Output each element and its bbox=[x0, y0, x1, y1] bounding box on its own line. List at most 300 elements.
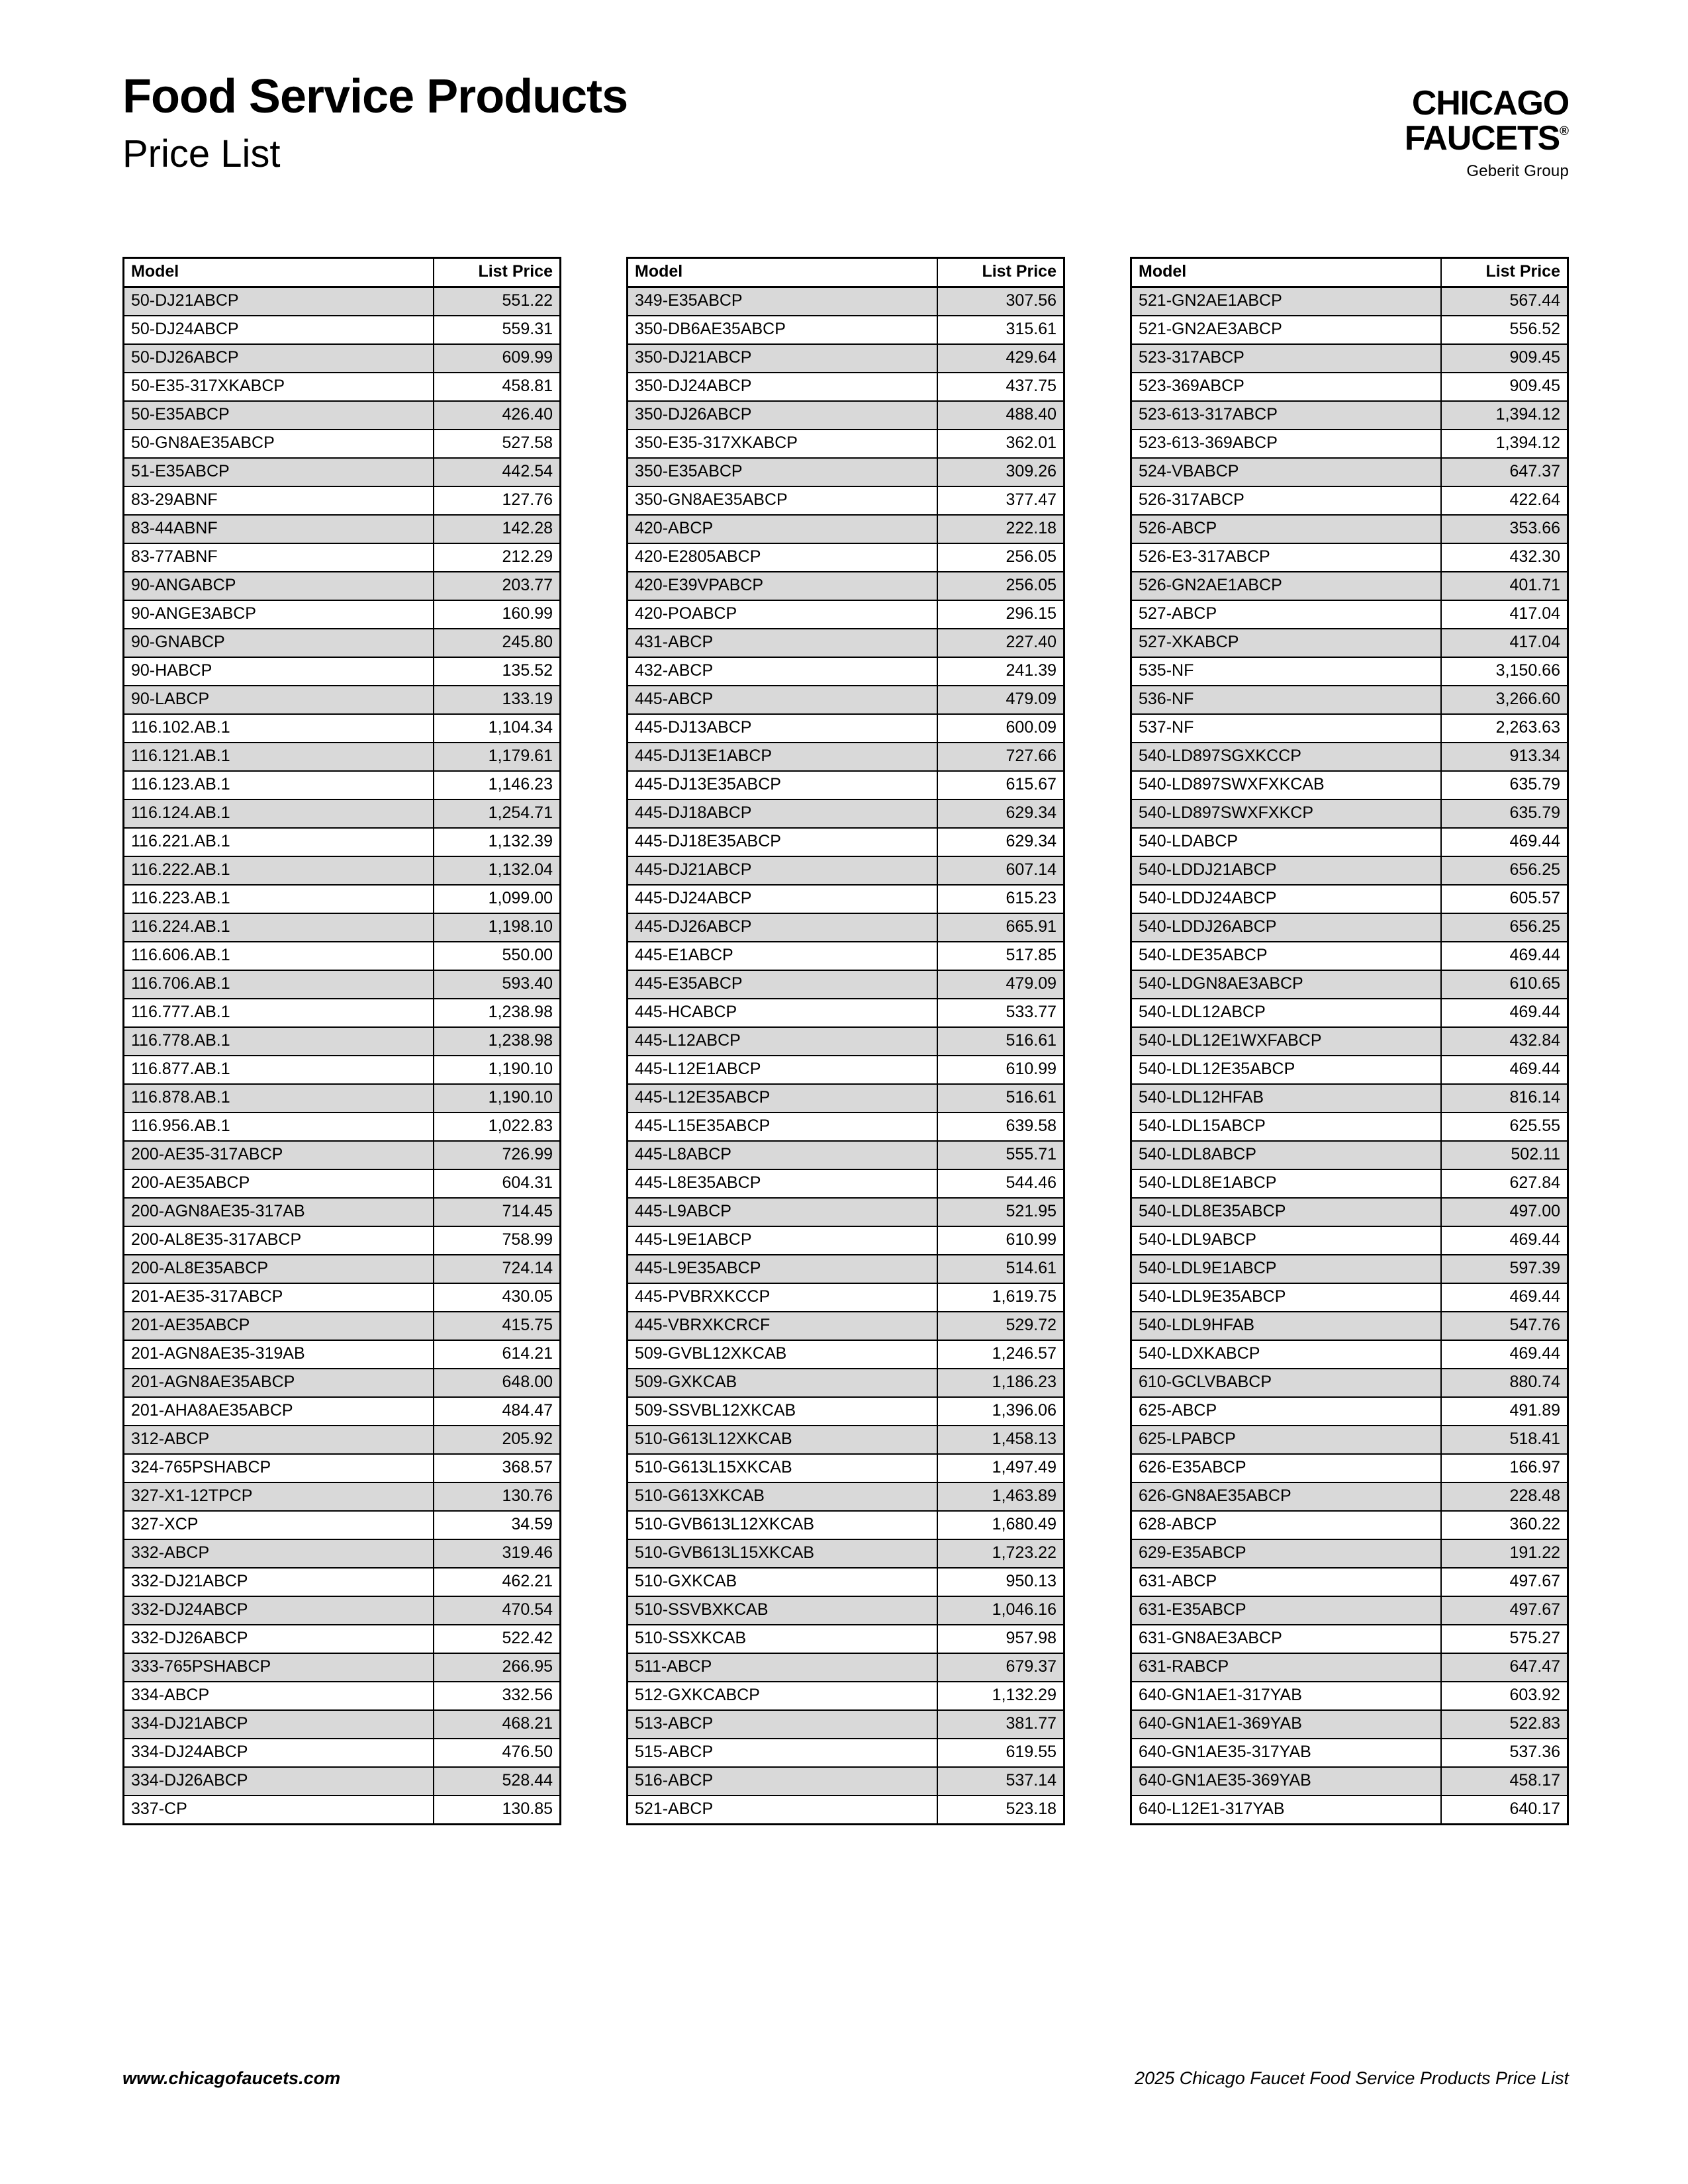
page-subtitle: Price List bbox=[122, 132, 281, 175]
table-row bbox=[628, 942, 1064, 970]
cell-list-price: 256.05 bbox=[937, 543, 1064, 572]
table-header-row bbox=[628, 258, 1064, 287]
cell-list-price: 135.52 bbox=[434, 657, 561, 686]
cell-model: 527-XKABCP bbox=[1131, 629, 1441, 657]
cell-list-price: 603.92 bbox=[1441, 1682, 1568, 1710]
cell-model: 50-E35-317XKABCP bbox=[124, 373, 434, 401]
cell-list-price: 256.05 bbox=[937, 572, 1064, 600]
table-row bbox=[124, 856, 561, 885]
table-row bbox=[1131, 1340, 1568, 1369]
cell-list-price: 1,190.10 bbox=[434, 1056, 561, 1084]
table-row bbox=[628, 1625, 1064, 1653]
cell-list-price: 615.67 bbox=[937, 771, 1064, 799]
cell-model: 350-GN8AE35ABCP bbox=[628, 486, 937, 515]
table-row bbox=[628, 1482, 1064, 1511]
table-row bbox=[124, 458, 561, 486]
cell-model: 420-POABCP bbox=[628, 600, 937, 629]
cell-list-price: 353.66 bbox=[1441, 515, 1568, 543]
cell-list-price: 913.34 bbox=[1441, 743, 1568, 771]
cell-list-price: 429.64 bbox=[937, 344, 1064, 373]
table-row bbox=[124, 1283, 561, 1312]
table-row bbox=[124, 1539, 561, 1568]
chicago-faucets-logo bbox=[1405, 86, 1569, 181]
cell-list-price: 816.14 bbox=[1441, 1084, 1568, 1113]
cell-model: 445-HCABCP bbox=[628, 999, 937, 1027]
table-row bbox=[628, 1682, 1064, 1710]
table-row bbox=[628, 629, 1064, 657]
cell-list-price: 469.44 bbox=[1441, 1226, 1568, 1255]
cell-list-price: 597.39 bbox=[1441, 1255, 1568, 1283]
cell-model: 116.124.AB.1 bbox=[124, 799, 434, 828]
page-footer bbox=[122, 2068, 1569, 2089]
cell-list-price: 458.81 bbox=[434, 373, 561, 401]
table-row bbox=[1131, 1312, 1568, 1340]
cell-model: 629-E35ABCP bbox=[1131, 1539, 1441, 1568]
cell-list-price: 523.18 bbox=[937, 1796, 1064, 1825]
cell-list-price: 522.83 bbox=[1441, 1710, 1568, 1739]
table-row bbox=[628, 657, 1064, 686]
cell-model: 337-CP bbox=[131, 1799, 187, 1818]
cell-model: 350-DJ26ABCP bbox=[628, 401, 937, 430]
cell-list-price: 957.98 bbox=[937, 1625, 1064, 1653]
cell-model: 626-E35ABCP bbox=[1131, 1454, 1441, 1482]
table-row bbox=[628, 458, 1064, 486]
table-row bbox=[628, 1596, 1064, 1625]
cell-model: 327-X1-12TPCP bbox=[124, 1482, 434, 1511]
cell-model: 200-AL8E35ABCP bbox=[124, 1255, 434, 1283]
table-row bbox=[124, 543, 561, 572]
cell-model: 332-DJ24ABCP bbox=[124, 1596, 434, 1625]
cell-model: 640-GN1AE35-369YAB bbox=[1131, 1767, 1441, 1796]
table-row bbox=[628, 1226, 1064, 1255]
table-row bbox=[628, 1113, 1064, 1141]
cell-list-price: 1,463.89 bbox=[937, 1482, 1064, 1511]
cell-list-price: 468.21 bbox=[434, 1710, 561, 1739]
table-row bbox=[1131, 316, 1568, 344]
cell-list-price: 360.22 bbox=[1441, 1511, 1568, 1539]
table-row bbox=[628, 1056, 1064, 1084]
cell-model: 640-L12E1-317YAB bbox=[1139, 1799, 1285, 1818]
cell-list-price: 228.48 bbox=[1441, 1482, 1568, 1511]
cell-list-price: 1,179.61 bbox=[434, 743, 561, 771]
table-body bbox=[124, 287, 561, 1825]
table-row bbox=[1131, 401, 1568, 430]
cell-list-price: 625.55 bbox=[1441, 1113, 1568, 1141]
cell-model: 540-LDL8E1ABCP bbox=[1131, 1169, 1441, 1198]
table-row bbox=[628, 771, 1064, 799]
cell-model: 116.877.AB.1 bbox=[124, 1056, 434, 1084]
cell-list-price: 166.97 bbox=[1441, 1454, 1568, 1482]
table-row bbox=[628, 572, 1064, 600]
cell-model: 420-E2805ABCP bbox=[628, 543, 937, 572]
cell-model: 445-VBRXKCRCF bbox=[628, 1312, 937, 1340]
logo-tagline: Geberit Group bbox=[1466, 162, 1569, 181]
cell-model: 445-DJ24ABCP bbox=[628, 885, 937, 913]
cell-list-price: 1,680.49 bbox=[937, 1511, 1064, 1539]
table-row bbox=[628, 1710, 1064, 1739]
table-row bbox=[124, 686, 561, 714]
cell-list-price: 458.17 bbox=[1441, 1767, 1568, 1796]
table-row bbox=[124, 1198, 561, 1226]
table-row bbox=[628, 1369, 1064, 1397]
table-row bbox=[1131, 799, 1568, 828]
cell-model: 116.606.AB.1 bbox=[124, 942, 434, 970]
cell-model: 445-E35ABCP bbox=[628, 970, 937, 999]
cell-model: 327-XCP bbox=[124, 1511, 434, 1539]
table-row bbox=[1131, 1141, 1568, 1169]
cell-list-price: 401.71 bbox=[1441, 572, 1568, 600]
cell-list-price: 332.56 bbox=[434, 1682, 561, 1710]
table-row bbox=[124, 1454, 561, 1482]
cell-model: 511-ABCP bbox=[628, 1653, 937, 1682]
table-body bbox=[628, 287, 1064, 1825]
cell-model: 640-GN1AE35-317YAB bbox=[1131, 1739, 1441, 1767]
cell-model: 200-AE35ABCP bbox=[124, 1169, 434, 1198]
footer-website-link[interactable]: www.chicagofaucets.com bbox=[122, 2068, 341, 2088]
cell-model: 350-DB6AE35ABCP bbox=[628, 316, 937, 344]
cell-list-price: 377.47 bbox=[937, 486, 1064, 515]
table-row bbox=[628, 1426, 1064, 1454]
cell-model: 445-DJ18E35ABCP bbox=[628, 828, 937, 856]
cell-list-price: 1,619.75 bbox=[937, 1283, 1064, 1312]
table-row bbox=[1131, 1539, 1568, 1568]
table-row bbox=[124, 1596, 561, 1625]
cell-model: 540-LDL8E35ABCP bbox=[1131, 1198, 1441, 1226]
cell-list-price: 909.45 bbox=[1441, 344, 1568, 373]
cell-model: 523-613-369ABCP bbox=[1131, 430, 1441, 458]
cell-model: 445-L12E1ABCP bbox=[628, 1056, 937, 1084]
cell-list-price: 609.99 bbox=[434, 344, 561, 373]
cell-model: 540-LD897SGXKCCP bbox=[1131, 743, 1441, 771]
cell-model: 83-29ABNF bbox=[124, 486, 434, 515]
cell-list-price: 245.80 bbox=[434, 629, 561, 657]
cell-model: 90-ANGABCP bbox=[124, 572, 434, 600]
table-row bbox=[1131, 743, 1568, 771]
logo-line-chicago: CHICAGO bbox=[1411, 84, 1569, 122]
cell-model: 83-77ABNF bbox=[124, 543, 434, 572]
cell-list-price: 381.77 bbox=[937, 1710, 1064, 1739]
cell-list-price: 607.14 bbox=[937, 856, 1064, 885]
cell-model: 312-ABCP bbox=[124, 1426, 434, 1454]
cell-model: 536-NF bbox=[1131, 686, 1441, 714]
cell-model: 510-GXKCAB bbox=[628, 1568, 937, 1596]
cell-model: 540-LDXKABCP bbox=[1131, 1340, 1441, 1369]
table-row bbox=[1131, 1226, 1568, 1255]
cell-list-price: 619.55 bbox=[937, 1739, 1064, 1767]
cell-model: 631-E35ABCP bbox=[1131, 1596, 1441, 1625]
cell-model: 50-DJ26ABCP bbox=[124, 344, 434, 373]
logo-line-faucets bbox=[1405, 121, 1569, 156]
cell-model: 524-VBABCP bbox=[1131, 458, 1441, 486]
table-row bbox=[124, 1141, 561, 1169]
cell-list-price: 1,046.16 bbox=[937, 1596, 1064, 1625]
cell-list-price: 610.65 bbox=[1441, 970, 1568, 999]
cell-list-price: 1,458.13 bbox=[937, 1426, 1064, 1454]
cell-list-price: 212.29 bbox=[434, 543, 561, 572]
cell-list-price: 203.77 bbox=[434, 572, 561, 600]
footer-document-label: 2025 Chicago Faucet Food Service Products Price List bbox=[1135, 2068, 1569, 2088]
cell-model: 535-NF bbox=[1131, 657, 1441, 686]
table-row bbox=[628, 1739, 1064, 1767]
cell-list-price: 422.64 bbox=[1441, 486, 1568, 515]
cell-list-price: 319.46 bbox=[434, 1539, 561, 1568]
cell-list-price: 593.40 bbox=[434, 970, 561, 999]
cell-model: 116.222.AB.1 bbox=[124, 856, 434, 885]
table-row bbox=[124, 287, 561, 316]
table-row bbox=[1131, 1710, 1568, 1739]
table-row bbox=[1131, 970, 1568, 999]
cell-list-price: 1,254.71 bbox=[434, 799, 561, 828]
cell-list-price: 537.14 bbox=[937, 1767, 1064, 1796]
cell-list-price: 516.61 bbox=[937, 1027, 1064, 1056]
cell-list-price: 1,104.34 bbox=[434, 714, 561, 743]
table-row bbox=[628, 999, 1064, 1027]
cell-list-price: 514.61 bbox=[937, 1255, 1064, 1283]
cell-list-price: 469.44 bbox=[1441, 942, 1568, 970]
table-row bbox=[124, 1739, 561, 1767]
cell-list-price: 3,150.66 bbox=[1441, 657, 1568, 686]
cell-list-price: 1,394.12 bbox=[1441, 401, 1568, 430]
cell-list-price: 417.04 bbox=[1441, 600, 1568, 629]
cell-list-price: 639.58 bbox=[937, 1113, 1064, 1141]
cell-list-price: 469.44 bbox=[1441, 1340, 1568, 1369]
cell-model: 626-GN8AE35ABCP bbox=[1131, 1482, 1441, 1511]
cell-list-price: 647.37 bbox=[1441, 458, 1568, 486]
table-row bbox=[628, 1141, 1064, 1169]
table-body bbox=[1131, 287, 1568, 1825]
table-header-row bbox=[1131, 258, 1568, 287]
cell-list-price: 1,238.98 bbox=[434, 1027, 561, 1056]
cell-list-price: 556.52 bbox=[1441, 316, 1568, 344]
cell-list-price: 656.25 bbox=[1441, 913, 1568, 942]
table-row bbox=[1131, 1084, 1568, 1113]
cell-model: 631-GN8AE3ABCP bbox=[1131, 1625, 1441, 1653]
cell-model: 332-DJ26ABCP bbox=[124, 1625, 434, 1653]
table-row bbox=[124, 970, 561, 999]
cell-list-price: 1,238.98 bbox=[434, 999, 561, 1027]
table-row bbox=[124, 1369, 561, 1397]
table-row bbox=[1131, 657, 1568, 686]
cell-model: 116.706.AB.1 bbox=[124, 970, 434, 999]
cell-list-price: 880.74 bbox=[1441, 1369, 1568, 1397]
cell-model: 201-AGN8AE35-319AB bbox=[124, 1340, 434, 1369]
cell-list-price: 130.85 bbox=[434, 1796, 561, 1825]
cell-list-price: 34.59 bbox=[434, 1511, 561, 1539]
table-row bbox=[1131, 1113, 1568, 1141]
table-row bbox=[628, 1767, 1064, 1796]
cell-list-price: 415.75 bbox=[434, 1312, 561, 1340]
cell-list-price: 665.91 bbox=[937, 913, 1064, 942]
table-row bbox=[124, 1767, 561, 1796]
cell-list-price: 550.00 bbox=[434, 942, 561, 970]
cell-list-price: 575.27 bbox=[1441, 1625, 1568, 1653]
cell-model: 324-765PSHABCP bbox=[124, 1454, 434, 1482]
cell-list-price: 476.50 bbox=[434, 1739, 561, 1767]
table-row bbox=[124, 344, 561, 373]
table-row bbox=[628, 287, 1064, 316]
cell-list-price: 497.67 bbox=[1441, 1596, 1568, 1625]
cell-list-price: 640.17 bbox=[1441, 1796, 1568, 1825]
cell-model: 200-AGN8AE35-317AB bbox=[124, 1198, 434, 1226]
cell-list-price: 479.09 bbox=[937, 970, 1064, 999]
table-row bbox=[124, 771, 561, 799]
price-table-block-1 bbox=[122, 257, 561, 1825]
table-row bbox=[124, 1113, 561, 1141]
column-header-list-price: List Price bbox=[1441, 258, 1568, 287]
table-row bbox=[1131, 1169, 1568, 1198]
cell-model: 631-RABCP bbox=[1131, 1653, 1441, 1682]
cell-list-price: 502.11 bbox=[1441, 1141, 1568, 1169]
cell-list-price: 635.79 bbox=[1441, 771, 1568, 799]
cell-model: 540-LDL12E35ABCP bbox=[1131, 1056, 1441, 1084]
cell-list-price: 544.46 bbox=[937, 1169, 1064, 1198]
cell-model: 445-DJ26ABCP bbox=[628, 913, 937, 942]
cell-model: 512-GXKCABCP bbox=[628, 1682, 937, 1710]
cell-model: 50-GN8AE35ABCP bbox=[124, 430, 434, 458]
cell-list-price: 309.26 bbox=[937, 458, 1064, 486]
cell-model: 431-ABCP bbox=[628, 629, 937, 657]
table-row bbox=[1131, 771, 1568, 799]
cell-list-price: 521.95 bbox=[937, 1198, 1064, 1226]
cell-model: 631-ABCP bbox=[1131, 1568, 1441, 1596]
cell-model: 540-LDL9E1ABCP bbox=[1131, 1255, 1441, 1283]
cell-model: 90-LABCP bbox=[124, 686, 434, 714]
cell-list-price: 142.28 bbox=[434, 515, 561, 543]
cell-list-price: 547.76 bbox=[1441, 1312, 1568, 1340]
cell-model: 83-44ABNF bbox=[124, 515, 434, 543]
cell-list-price: 417.04 bbox=[1441, 629, 1568, 657]
cell-model: 116.224.AB.1 bbox=[124, 913, 434, 942]
column-header-list-price: List Price bbox=[434, 258, 561, 287]
cell-model: 521-GN2AE1ABCP bbox=[1131, 287, 1441, 316]
table-row bbox=[1131, 1625, 1568, 1653]
table-row bbox=[1131, 913, 1568, 942]
price-table-columns bbox=[122, 257, 1569, 1825]
column-header-model: Model bbox=[124, 258, 434, 287]
cell-list-price: 222.18 bbox=[937, 515, 1064, 543]
table-row bbox=[1131, 828, 1568, 856]
table-row bbox=[1131, 999, 1568, 1027]
cell-list-price: 1,190.10 bbox=[434, 1084, 561, 1113]
table-row bbox=[1131, 1397, 1568, 1426]
table-row bbox=[1131, 1198, 1568, 1226]
cell-list-price: 432.30 bbox=[1441, 543, 1568, 572]
table-row bbox=[124, 486, 561, 515]
cell-list-price: 296.15 bbox=[937, 600, 1064, 629]
cell-list-price: 1,394.12 bbox=[1441, 430, 1568, 458]
cell-list-price: 127.76 bbox=[434, 486, 561, 515]
cell-model: 332-ABCP bbox=[124, 1539, 434, 1568]
table-row bbox=[124, 572, 561, 600]
column-header-model: Model bbox=[1131, 258, 1441, 287]
cell-model: 445-L9ABCP bbox=[628, 1198, 937, 1226]
cell-model: 510-GVB613L12XKCAB bbox=[628, 1511, 937, 1539]
cell-model: 445-L8ABCP bbox=[628, 1141, 937, 1169]
cell-list-price: 600.09 bbox=[937, 714, 1064, 743]
cell-model: 628-ABCP bbox=[1131, 1511, 1441, 1539]
cell-list-price: 469.44 bbox=[1441, 999, 1568, 1027]
table-row bbox=[628, 885, 1064, 913]
table-row bbox=[1131, 1283, 1568, 1312]
cell-list-price: 627.84 bbox=[1441, 1169, 1568, 1198]
table-row bbox=[1131, 856, 1568, 885]
table-row bbox=[124, 1255, 561, 1283]
cell-model: 445-ABCP bbox=[628, 686, 937, 714]
cell-model: 432-ABCP bbox=[628, 657, 937, 686]
table-row bbox=[628, 1340, 1064, 1369]
table-row bbox=[1131, 515, 1568, 543]
cell-list-price: 1,396.06 bbox=[937, 1397, 1064, 1426]
table-row bbox=[628, 344, 1064, 373]
cell-list-price: 469.44 bbox=[1441, 1283, 1568, 1312]
page-title: Food Service Products bbox=[122, 70, 628, 123]
cell-model: 350-E35ABCP bbox=[628, 458, 937, 486]
cell-model: 90-GNABCP bbox=[124, 629, 434, 657]
cell-model: 350-E35-317XKABCP bbox=[628, 430, 937, 458]
table-row bbox=[1131, 1511, 1568, 1539]
cell-model: 116.778.AB.1 bbox=[124, 1027, 434, 1056]
cell-model: 201-AE35-317ABCP bbox=[124, 1283, 434, 1312]
table-row bbox=[1131, 600, 1568, 629]
cell-model: 116.102.AB.1 bbox=[124, 714, 434, 743]
table-row bbox=[124, 1625, 561, 1653]
cell-model: 521-GN2AE3ABCP bbox=[1131, 316, 1441, 344]
cell-list-price: 491.89 bbox=[1441, 1397, 1568, 1426]
table-header-row bbox=[124, 258, 561, 287]
cell-list-price: 950.13 bbox=[937, 1568, 1064, 1596]
cell-list-price: 133.19 bbox=[434, 686, 561, 714]
table-row bbox=[628, 1198, 1064, 1226]
cell-list-price: 442.54 bbox=[434, 458, 561, 486]
table-row bbox=[124, 1426, 561, 1454]
cell-list-price: 1,146.23 bbox=[434, 771, 561, 799]
table-row bbox=[628, 1568, 1064, 1596]
cell-list-price: 205.92 bbox=[434, 1426, 561, 1454]
table-row bbox=[1131, 543, 1568, 572]
cell-list-price: 516.61 bbox=[937, 1084, 1064, 1113]
cell-model: 201-AHA8AE35ABCP bbox=[124, 1397, 434, 1426]
cell-list-price: 130.76 bbox=[434, 1482, 561, 1511]
cell-list-price: 1,022.83 bbox=[434, 1113, 561, 1141]
price-table-block-2 bbox=[626, 257, 1065, 1825]
table-row bbox=[628, 373, 1064, 401]
cell-list-price: 1,186.23 bbox=[937, 1369, 1064, 1397]
cell-list-price: 727.66 bbox=[937, 743, 1064, 771]
cell-model: 116.223.AB.1 bbox=[124, 885, 434, 913]
cell-list-price: 469.44 bbox=[1441, 828, 1568, 856]
table-row bbox=[628, 799, 1064, 828]
table-row bbox=[1131, 1056, 1568, 1084]
table-row bbox=[124, 1340, 561, 1369]
table-row bbox=[628, 743, 1064, 771]
cell-list-price: 533.77 bbox=[937, 999, 1064, 1027]
cell-model: 540-LD897SWXFXKCP bbox=[1131, 799, 1441, 828]
cell-list-price: 679.37 bbox=[937, 1653, 1064, 1682]
table-row bbox=[628, 1397, 1064, 1426]
table-row bbox=[1131, 373, 1568, 401]
cell-model: 90-HABCP bbox=[124, 657, 434, 686]
cell-model: 510-SSVBXKCAB bbox=[628, 1596, 937, 1625]
cell-list-price: 528.44 bbox=[434, 1767, 561, 1796]
cell-list-price: 437.75 bbox=[937, 373, 1064, 401]
cell-model: 334-DJ21ABCP bbox=[124, 1710, 434, 1739]
cell-list-price: 724.14 bbox=[434, 1255, 561, 1283]
table-row bbox=[1131, 1369, 1568, 1397]
table-row bbox=[124, 1653, 561, 1682]
table-row bbox=[124, 743, 561, 771]
cell-list-price: 497.67 bbox=[1441, 1568, 1568, 1596]
cell-model: 201-AE35ABCP bbox=[124, 1312, 434, 1340]
